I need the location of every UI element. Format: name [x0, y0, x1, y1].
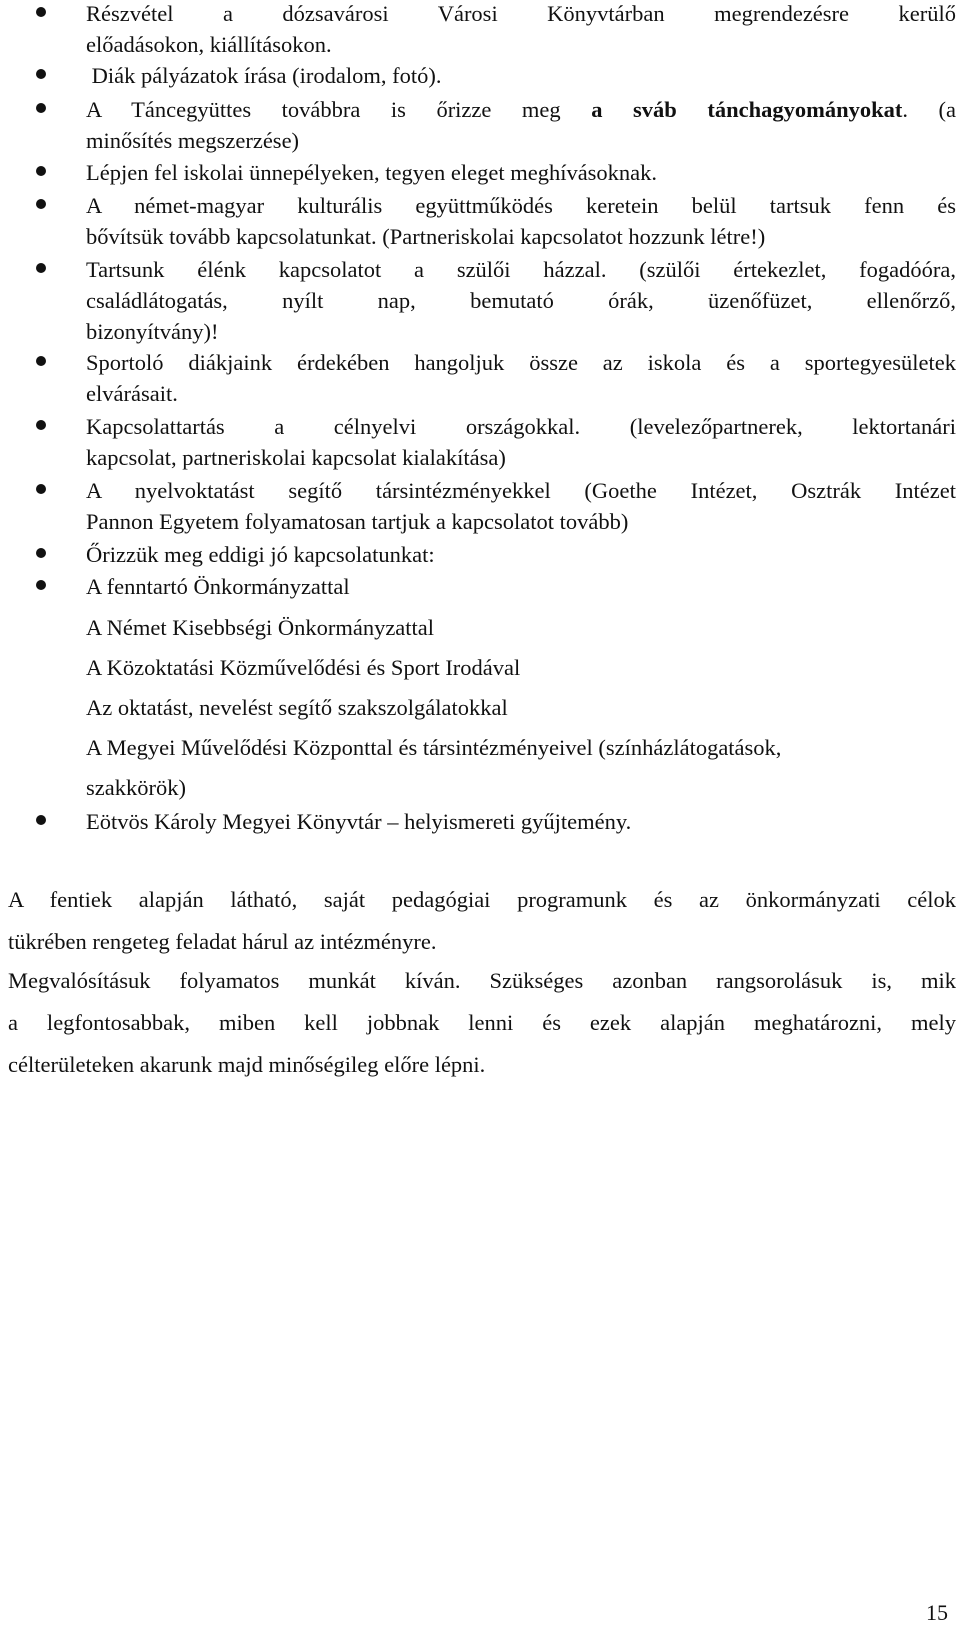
list-item-line: bizonyítvány)!: [86, 319, 219, 344]
list-item: [86, 157, 956, 188]
list-item-line: előadásokon, kiállításokon.: [86, 32, 332, 57]
list-item-line: bővítsük tovább kapcsolatunkat. (Partneriskolai kapcsolatot hozzunk létre!): [86, 224, 766, 249]
bullet-icon: [36, 263, 46, 273]
list-item-line: kapcsolat, partneriskolai kapcsolat kialakítása): [86, 445, 506, 470]
bullet-icon: [36, 420, 46, 430]
list-item-line: minősítés megszerzése): [86, 128, 300, 153]
list-item: [86, 347, 956, 409]
sub-item: A Megyei Művelődési Központtal és társintézményeivel (színházlátogatások,: [86, 735, 782, 760]
list-item-line: Pannon Egyetem folyamatosan tartjuk a kapcsolatot tovább): [86, 509, 629, 534]
list-item: [86, 0, 956, 60]
text-run: A Táncegyüttes továbbra is őrizze meg: [86, 97, 592, 122]
list-item: [86, 254, 956, 347]
list-item: [86, 475, 956, 537]
list-item-line: Részvétel a dózsavárosi Városi Könyvtárban megrendezésre kerülő: [86, 1, 956, 26]
paragraph: [8, 879, 956, 963]
list-item-line: Sportoló diákjaink érdekében hangoljuk össze az iskola és a sportegyesületek: [86, 350, 956, 375]
bullet-icon: [36, 484, 46, 494]
list-item: [86, 571, 956, 602]
text-run: . (a: [902, 97, 956, 122]
paragraph-line: tükrében rengeteg feladat hárul az intézményre.: [8, 929, 437, 954]
bullet-icon: [36, 166, 46, 176]
bullet-icon: [36, 69, 46, 79]
list-item-line: Diák pályázatok írása (irodalom, fotó).: [86, 63, 442, 88]
paragraph-line: a legfontosabbak, miben kell jobbnak lenni és ezek alapján meghatározni, mely: [8, 1010, 956, 1035]
list-item-line: Tartsunk élénk kapcsolatot a szülői házzal. (szülői értekezlet, fogadóóra,: [86, 257, 956, 282]
sub-item: A Közoktatási Közművelődési és Sport Irodával: [86, 655, 521, 680]
sub-item: A Német Kisebbségi Önkormányzattal: [86, 615, 435, 640]
page-number: 15: [926, 1600, 948, 1625]
paragraph-line: Megvalósításuk folyamatos munkát kíván. Szükséges azonban rangsorolásuk is, mik: [8, 968, 956, 993]
list-item: [86, 190, 956, 252]
list-item-line: [86, 94, 956, 125]
list-item: [86, 806, 956, 837]
list-item-line: Eötvös Károly Megyei Könyvtár – helyismereti gyűjtemény.: [86, 809, 632, 834]
sub-item: szakkörök): [86, 775, 186, 800]
bullet-icon: [36, 815, 46, 825]
paragraph-line: A fentiek alapján látható, saját pedagógiai programunk és az önkormányzati célok: [8, 887, 956, 912]
list-item-line: Őrizzük meg eddigi jó kapcsolatunkat:: [86, 542, 435, 567]
list-item-line: elvárásait.: [86, 381, 178, 406]
list-item: [86, 411, 956, 473]
list-item-line: Lépjen fel iskolai ünnepélyeken, tegyen eleget meghívásoknak.: [86, 160, 658, 185]
list-item: [86, 94, 956, 156]
bullet-icon: [36, 103, 46, 113]
sub-item: Az oktatást, nevelést segítő szakszolgálatokkal: [86, 695, 508, 720]
list-item-line: A fenntartó Önkormányzattal: [86, 574, 350, 599]
list-item-line: A nyelvoktatást segítő társintézményekkel (Goethe Intézet, Osztrák Intézet: [86, 478, 956, 503]
paragraph-line: célterületeken akarunk majd minőségileg előre lépni.: [8, 1052, 486, 1077]
bullet-icon: [36, 580, 46, 590]
list-item-line: Kapcsolattartás a célnyelvi országokkal. (levelezőpartnerek, lektortanári: [86, 414, 956, 439]
list-item-line: családlátogatás, nyílt nap, bemutató órák, üzenőfüzet, ellenőrző,: [86, 288, 956, 313]
bullet-icon: [36, 548, 46, 558]
list-item-line: A német-magyar kulturális együttműködés keretein belül tartsuk fenn és: [86, 193, 956, 218]
bold-text: a sváb tánchagyományokat: [591, 97, 903, 122]
bullet-icon: [36, 7, 46, 17]
list-item: [86, 60, 956, 91]
bullet-icon: [36, 356, 46, 366]
paragraph: [8, 960, 956, 1086]
bullet-icon: [36, 199, 46, 209]
list-item: [86, 539, 956, 570]
